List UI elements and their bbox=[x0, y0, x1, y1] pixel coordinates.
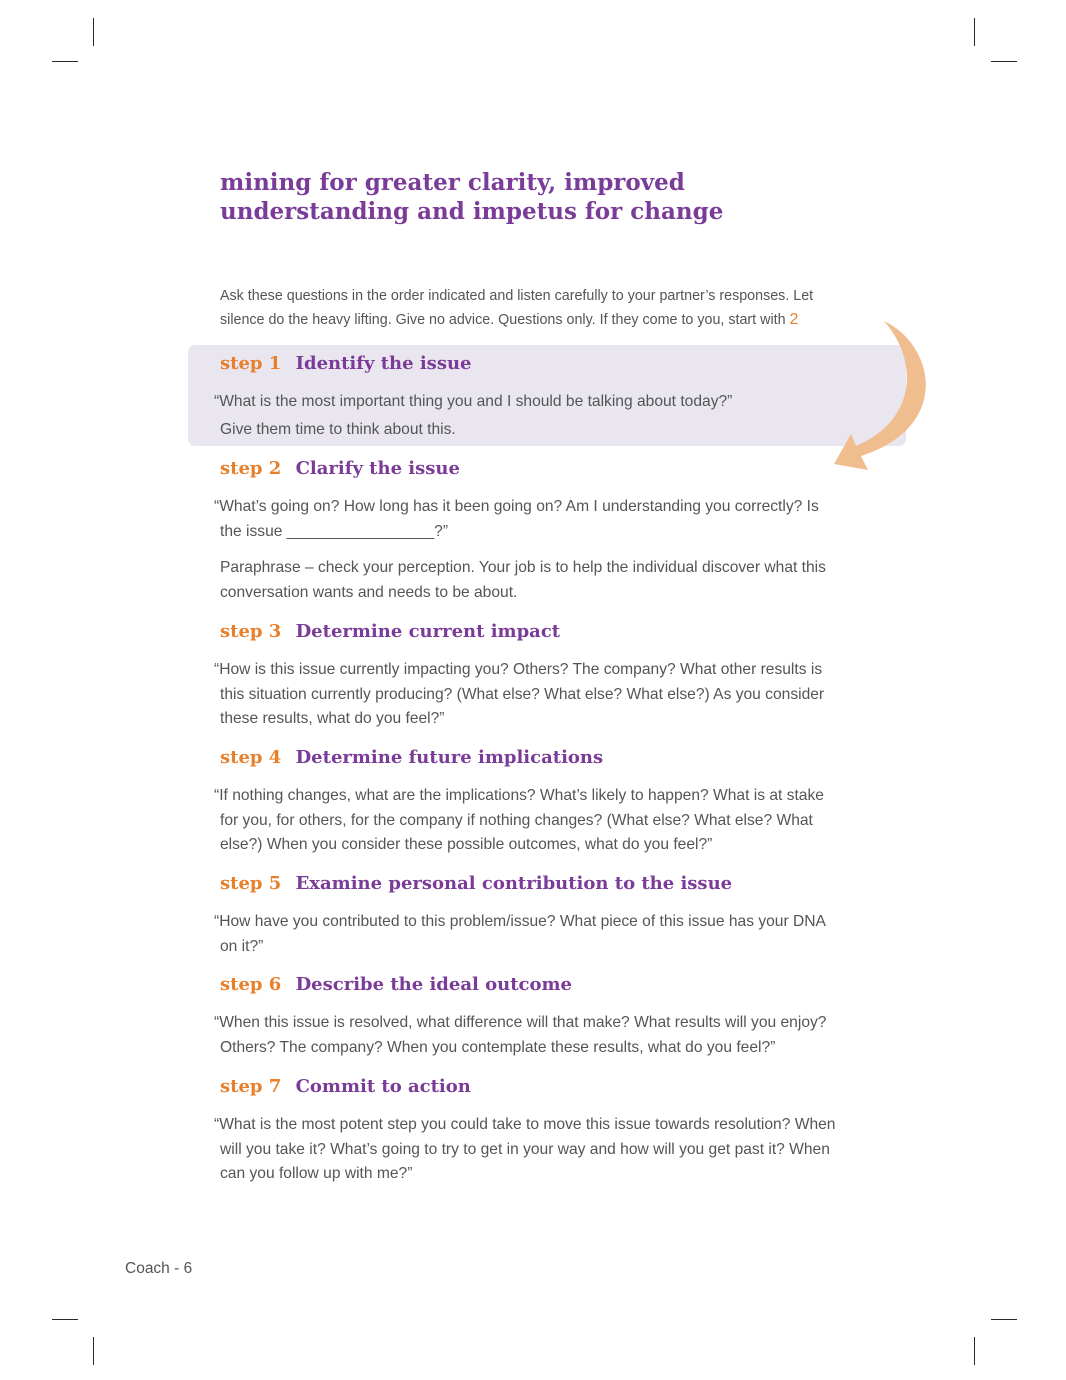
step-heading bbox=[220, 872, 732, 896]
step-heading bbox=[220, 352, 472, 376]
title-line: mining for greater clarity, improved bbox=[220, 169, 685, 196]
text-line: conversation wants and needs to be about. bbox=[220, 583, 518, 601]
crop-mark bbox=[93, 1337, 94, 1365]
text-line: “What’s going on? How long has it been going on? Am I understanding you correctly? Is bbox=[214, 498, 819, 515]
text-line: will you take it? What’s going to try to get in your way and how will you get past it? When bbox=[220, 1140, 830, 1158]
step-heading bbox=[220, 457, 460, 481]
step-heading bbox=[220, 746, 603, 770]
step-number: step 4 bbox=[220, 747, 282, 768]
text-line: “What is the most important thing you and I should be talking about today?” bbox=[214, 393, 733, 410]
text-line: these results, what do you feel?” bbox=[220, 710, 445, 727]
step-number: step 2 bbox=[220, 458, 282, 479]
title-line: understanding and impetus for change bbox=[220, 198, 724, 225]
text-line: Paraphrase – check your perception. Your job is to help the individual discover what this bbox=[220, 559, 826, 576]
step-title: Clarify the issue bbox=[295, 458, 460, 479]
step-number: step 7 bbox=[220, 1076, 282, 1097]
step-title: Commit to action bbox=[295, 1076, 471, 1097]
text-line: Give them time to think about this. bbox=[220, 421, 456, 438]
crop-mark bbox=[52, 1319, 78, 1320]
step-note bbox=[214, 418, 914, 443]
text-line: “When this issue is resolved, what difference will that make? What results will you enjoy? bbox=[214, 1014, 827, 1031]
text-line: for you, for others, for the company if nothing changes? (What else? What else? What bbox=[220, 811, 813, 829]
crop-mark bbox=[991, 61, 1017, 62]
crop-mark bbox=[52, 61, 78, 62]
step-title: Determine current impact bbox=[295, 621, 561, 642]
step-question bbox=[214, 1113, 914, 1187]
page-title bbox=[220, 168, 920, 226]
step-number: step 6 bbox=[220, 974, 282, 995]
step-question bbox=[214, 1011, 914, 1060]
step-question bbox=[214, 495, 914, 544]
text-line: else?) When you consider these possible outcomes, what do you feel?” bbox=[220, 836, 713, 853]
step-number: step 1 bbox=[220, 353, 282, 374]
step-number: step 3 bbox=[220, 621, 282, 642]
text-line: “What is the most potent step you could take to move this issue towards resolution? When bbox=[214, 1116, 836, 1133]
text-line: can you follow up with me?” bbox=[220, 1165, 413, 1182]
text-line: “How is this issue currently impacting you? Others? The company? What other results is bbox=[214, 661, 823, 678]
step-question bbox=[214, 658, 914, 732]
text-line: the issue _________________?” bbox=[220, 522, 449, 540]
step-title: Examine personal contribution to the issue bbox=[295, 873, 733, 894]
step-question bbox=[214, 390, 914, 415]
crop-mark bbox=[974, 1337, 975, 1365]
start-step-number: 2 bbox=[789, 311, 799, 328]
text-line: “How have you contributed to this problem/issue? What piece of this issue has your DNA bbox=[214, 913, 826, 930]
step-heading bbox=[220, 973, 572, 997]
text-line: on it?” bbox=[220, 937, 264, 955]
step-heading bbox=[220, 620, 560, 644]
step-title: Describe the ideal outcome bbox=[295, 974, 572, 995]
intro-line: Ask these questions in the order indicated and listen carefully to your partner’s responses. Let bbox=[220, 288, 814, 304]
step-question bbox=[214, 910, 914, 959]
text-line: Others? The company? When you contemplate these results, what do you feel?” bbox=[220, 1038, 776, 1056]
step-heading bbox=[220, 1075, 471, 1099]
page-footer: Coach - 6 bbox=[125, 1260, 193, 1277]
step-title: Identify the issue bbox=[295, 353, 472, 374]
crop-mark bbox=[991, 1319, 1017, 1320]
step-number: step 5 bbox=[220, 873, 282, 894]
step-note bbox=[214, 556, 914, 605]
step-title: Determine future implications bbox=[295, 747, 604, 768]
crop-mark bbox=[93, 18, 94, 46]
step-question bbox=[214, 784, 914, 858]
intro-line: silence do the heavy lifting. Give no advice. Questions only. If they come to you, start with bbox=[220, 312, 786, 328]
text-line: this situation currently producing? (What else? What else? What else?) As you consider bbox=[220, 685, 825, 703]
crop-mark bbox=[974, 18, 975, 46]
intro-paragraph bbox=[220, 284, 900, 332]
text-line: “If nothing changes, what are the implications? What’s likely to happen? What is at stake bbox=[214, 787, 824, 804]
